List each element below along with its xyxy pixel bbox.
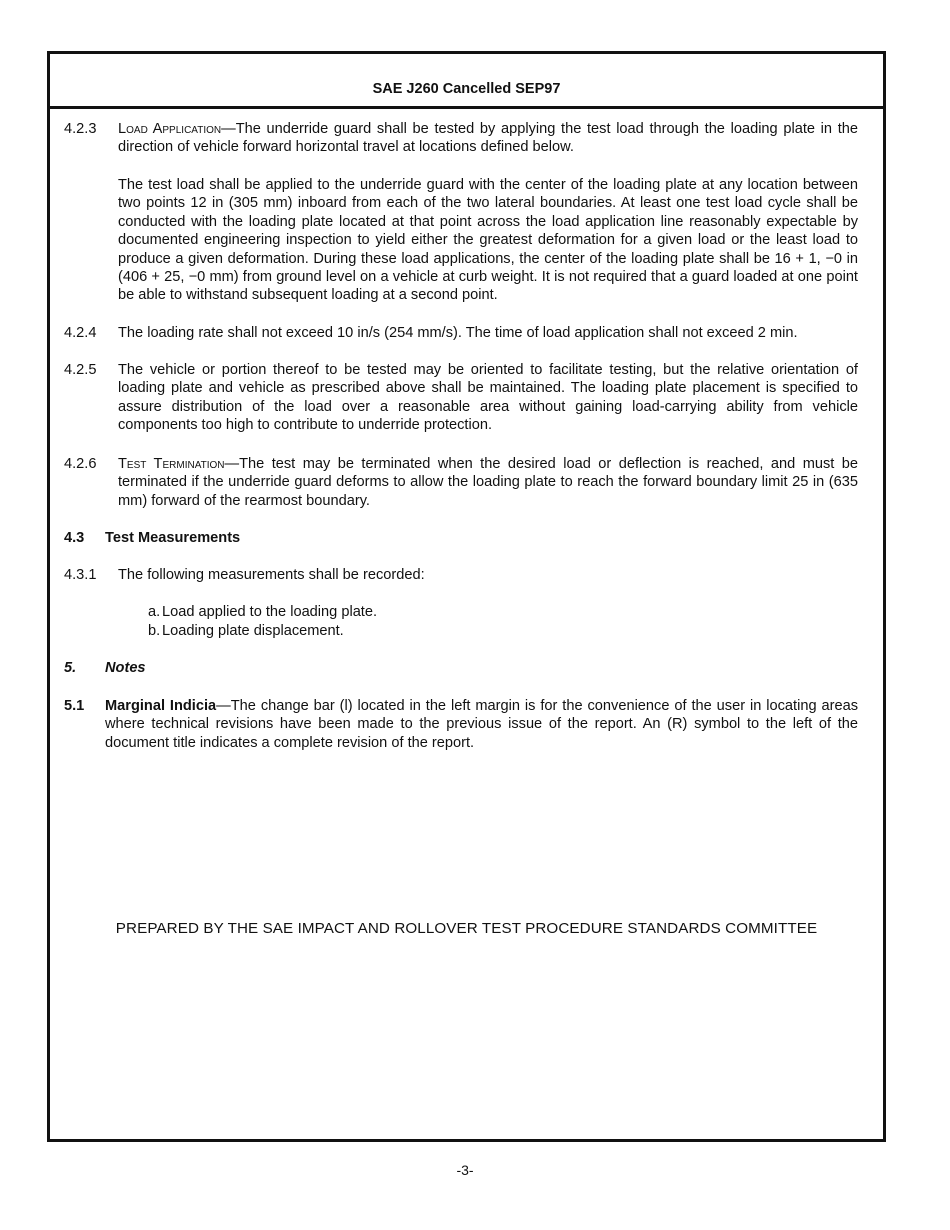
page-number: -3- xyxy=(456,1162,474,1178)
section-text: The loading rate shall not exceed 10 in/s (254 mm/s). The time of load application shall not exceed 2 min. xyxy=(118,325,798,341)
section-text: —The underride guard shall be tested by applying the test load through the loading plate in the direction of vehicle forward horizontal travel at locations defined below. xyxy=(118,121,858,156)
section-paragraph: The test load shall be applied to the underride guard with the center of the loading plate at any location between two points 12 in (305 mm) inboard from each of the two lateral boundaries. At least one test load cycle shall be conducted with the loading plate located at that point across the load application line reasonably expectable by documented engineering inspection to yield either the greatest deformation for a given load or the least load to produce a given deformation. During these load applications, the center of the loading plate shall be 16 + 1, −0 in (406 + 25, −0 mm) from ground level on a vehicle at curb weight. It is not required that a guard loaded at one point be able to withstand subsequent loading at a second point. xyxy=(118,177,858,304)
list-item-text: Load applied to the loading plate. xyxy=(162,604,378,620)
section-number: 5. xyxy=(64,660,77,676)
section-number: 4.2.4 xyxy=(64,325,97,341)
section-body xyxy=(118,455,858,510)
section-text: —The change bar (l) located in the left margin is for the convenience of the user in locating areas where technical revisions have been made to the previous issue of the report. An (R) symbol to the left of the document title indicates a complete revision of the report. xyxy=(105,698,858,751)
section-number: 4.2.3 xyxy=(64,121,97,137)
section-text: The vehicle or portion thereof to be tested may be oriented to facilitate testing, but the relative orientation of loading plate and vehicle as prescribed above shall be maintained. The loading plate placement is specified to assure distribution of the load over a reasonable area without gaining load-carrying ability from vehicle components too high to contribute to underride protection. xyxy=(118,362,858,434)
page-frame xyxy=(47,51,886,1142)
section-body xyxy=(118,120,858,157)
prepared-by: PREPARED BY THE SAE IMPACT AND ROLLOVER TEST PROCEDURE STANDARDS COMMITTEE xyxy=(115,920,818,937)
section-number: 4.3 xyxy=(64,530,85,546)
list-item-label: b. xyxy=(148,623,161,639)
document-header xyxy=(50,54,883,109)
section-number: 4.2.5 xyxy=(64,362,97,378)
section-text: The following measurements shall be recorded: xyxy=(118,567,425,583)
list-item-text: Loading plate displacement. xyxy=(162,623,344,639)
section-heading: Load Application xyxy=(118,121,222,137)
section-text: —The test may be terminated when the desired load or deflection is reached, and must be terminated if the underride guard deforms to allow the loading plate to reach the forward boundary limit 25 in (635 mm) forward of the rearmost boundary. xyxy=(118,456,859,509)
section-number: 4.3.1 xyxy=(64,567,97,583)
list-item-label: a. xyxy=(148,604,161,620)
section-heading: Test Measurements xyxy=(105,530,241,546)
section-heading: Marginal Indicia xyxy=(105,698,217,714)
section-number: 5.1 xyxy=(64,698,85,714)
document-title: SAE J260 Cancelled SEP97 xyxy=(372,81,561,97)
section-body xyxy=(105,697,858,752)
section-heading: Notes xyxy=(105,660,146,676)
section-heading: Test Termination xyxy=(118,456,225,472)
section-number: 4.2.6 xyxy=(64,456,97,472)
